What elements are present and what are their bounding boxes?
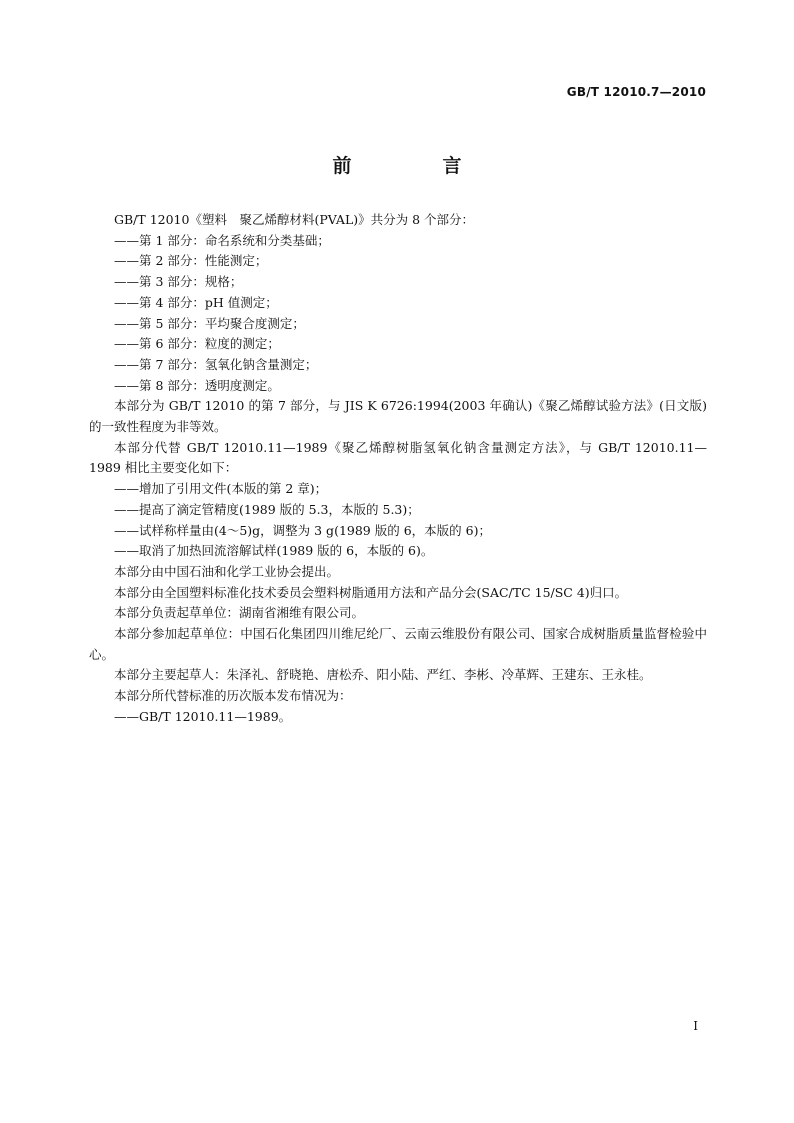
- paragraph-drafters: 本部分主要起草人：朱泽礼、舒晓艳、唐松乔、阳小陆、严红、李彬、冷革辉、王建东、王永桂。: [114, 667, 652, 683]
- list-item-history-1: ——GB/T 12010.11—1989。: [114, 708, 292, 724]
- paragraph-drafting-unit: 本部分负责起草单位：湖南省湘维有限公司。: [114, 605, 365, 621]
- list-item-part-4: ——第 4 部分：pH 值测定；: [114, 294, 278, 310]
- list-item-change-2: ——提高了滴定管精度(1989 版的 5.3，本版的 5.3)；: [114, 501, 420, 517]
- page-number: I: [693, 1019, 698, 1033]
- paragraph-parts-intro: GB/T 12010《塑料 聚乙烯醇材料(PVAL)》共分为 8 个部分：: [114, 212, 475, 227]
- list-item-part-3: ——第 3 部分：规格；: [114, 274, 243, 290]
- list-item-part-8: ——第 8 部分：透明度测定。: [114, 377, 280, 393]
- paragraph-centralized-by: 本部分由全国塑料标准化技术委员会塑料树脂通用方法和产品分会(SAC/TC 15/SC 4)归口。: [114, 584, 628, 600]
- foreword-body: [89, 210, 707, 728]
- list-item-change-3: ——试样称样量由(4～5)g，调整为 3 g(1989 版的 6，本版的 6)；: [114, 522, 491, 538]
- list-item-change-1: ——增加了引用文件(本版的第 2 章)；: [114, 481, 328, 497]
- list-item-part-5: ——第 5 部分：平均聚合度测定；: [114, 315, 305, 331]
- paragraph-equivalence: 本部分为 GB/T 12010 的第 7 部分，与 JIS K 6726:1994(2003 年确认)《聚乙烯醇试验方法》(日文版)的一致性程度为非等效。: [89, 398, 707, 435]
- paragraph-participating-units: 本部分参加起草单位：中国石化集团四川维尼纶厂、云南云维股份有限公司、国家合成树脂质量监督检验中心。: [89, 626, 707, 662]
- paragraph-replaces: 本部分代替 GB/T 12010.11—1989《聚乙烯醇树脂氢氧化钠含量测定方法》，与 GB/T 12010.11—1989 相比主要变化如下：: [89, 439, 707, 476]
- paragraph-history-intro: 本部分所代替标准的历次版本发布情况为：: [114, 688, 352, 704]
- list-item-change-4: ——取消了加热回流溶解试样(1989 版的 6，本版的 6)。: [114, 543, 434, 559]
- list-item-part-7: ——第 7 部分：氢氧化钠含量测定；: [114, 356, 318, 372]
- paragraph-proposed-by: 本部分由中国石油和化学工业协会提出。: [114, 563, 340, 579]
- standard-code: GB/T 12010.7—2010: [566, 85, 706, 99]
- list-item-part-2: ——第 2 部分：性能测定；: [114, 253, 268, 269]
- list-item-part-6: ——第 6 部分：粒度的测定；: [114, 336, 280, 352]
- page-title: 前 言: [332, 155, 498, 177]
- list-item-part-1: ——第 1 部分：命名系统和分类基础；: [114, 232, 330, 248]
